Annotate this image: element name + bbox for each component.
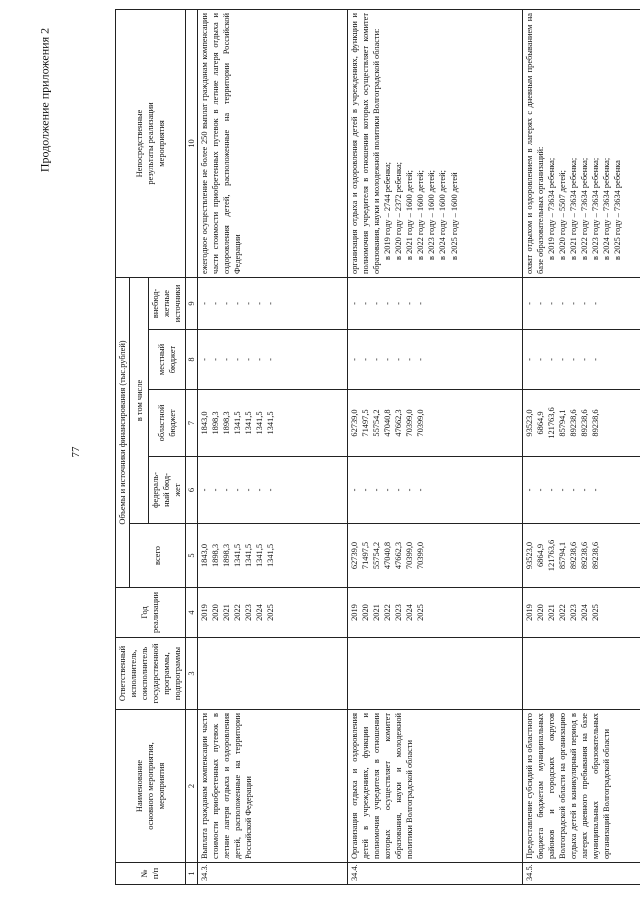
- federal-amounts: - - - - - - -: [522, 457, 640, 524]
- extrabudget-amounts: - - - - - - -: [347, 277, 522, 329]
- event-name: Выплата гражданам компенсации части стоимости приобретенных путевок в летние лагеря отдыха и оздоровления детей, расположенные на территории Российской Федерации: [197, 710, 347, 863]
- header-local: местный бюджет: [149, 330, 185, 390]
- col-number: 1: [185, 863, 197, 885]
- local-amounts: - - - - - - -: [347, 330, 522, 390]
- result-item: в 2019 году – 2744 ребенка;: [382, 162, 392, 260]
- table-row: [522, 9, 640, 884]
- years: 2019 2020 2021 2022 2023 2024 2025: [347, 588, 522, 638]
- header-year: Год реализации: [116, 588, 186, 638]
- header-event-name: Наименование основного мероприятия, мероприятия: [116, 710, 186, 863]
- federal-amounts: - - - - - - -: [347, 457, 522, 524]
- result-item: в 2020 году – 5507 детей;: [557, 170, 567, 260]
- result-item: в 2025 году – 73634 ребенка: [613, 160, 623, 260]
- header-federal: федераль- ный бюд- жет: [149, 457, 185, 524]
- header-extrabudget: внебюд- жетные источники: [149, 277, 185, 329]
- total-amounts: 1843,0 1898,3 1898,3 1341,5 1341,5 1341,5 1341,5: [197, 524, 347, 588]
- result-item: в 2023 году – 1600 детей;: [427, 170, 437, 260]
- results: [347, 9, 522, 277]
- extrabudget-amounts: - - - - - - -: [522, 277, 640, 329]
- col-number: 4: [185, 588, 197, 638]
- col-number: 6: [185, 457, 197, 524]
- header-including: в том числе: [130, 277, 149, 523]
- page-number: 77: [70, 446, 82, 458]
- executor: [197, 638, 347, 710]
- extrabudget-amounts: - - - - - - -: [197, 277, 347, 329]
- total-amounts: 62739,0 71497,5 55754,2 47040,8 47662,3 70399,0 70399,0: [347, 524, 522, 588]
- result-main: ежегодное осуществление не более 250 выплат гражданам компенсации части стоимости приобретенных путевок в летние лагеря отдыха и оздоровления детей, расположенные на территории Российской Федерации: [199, 12, 242, 274]
- total-amounts: 93523,0 6864,9 121763,6 85794,1 89238,6 89238,6 89238,6: [522, 524, 640, 588]
- result-main: организация отдыха и оздоровления детей в учреждениях, функции и полномочия учредителя в отношении которых осуществляет комитет образования, науки и молодежной политики Волгоградской области:: [349, 12, 381, 274]
- local-amounts: - - - - - - -: [522, 330, 640, 390]
- row-number: 34.5.: [522, 863, 640, 885]
- col-number: 2: [185, 710, 197, 863]
- table-row: [197, 9, 347, 884]
- result-item: в 2023 году – 73634 ребенка;: [591, 157, 601, 260]
- result-item: в 2024 году – 1600 детей;: [438, 170, 448, 260]
- financing-table: [115, 9, 640, 885]
- result-item: в 2024 году – 73634 ребенка;: [602, 157, 612, 260]
- event-name: Организация отдыха и оздоровления детей в учреждениях, функции и полномочия учредителя в отношении которых осуществляет комитет образования, науки и молодежной политики Волгоградской области: [347, 710, 522, 863]
- col-number: 3: [185, 638, 197, 710]
- header-results: Непосредственные результаты реализации мероприятия: [116, 9, 186, 277]
- result-item: в 2019 году – 73634 ребенка;: [546, 157, 556, 260]
- regional-amounts: 1843,0 1898,3 1898,3 1341,5 1341,5 1341,5 1341,5: [197, 390, 347, 457]
- years: 2019 2020 2021 2022 2023 2024 2025: [197, 588, 347, 638]
- rotated-table-container: [115, 10, 625, 885]
- header-executor: Ответственный исполнитель, соисполнитель государственной программы, подпрограммы: [116, 638, 186, 710]
- result-items: [546, 13, 624, 274]
- header-number: № п/п: [116, 863, 186, 885]
- results: [522, 9, 640, 277]
- col-number: 10: [185, 9, 197, 277]
- col-number: 9: [185, 277, 197, 329]
- results: [197, 9, 347, 277]
- result-item: в 2025 году – 1600 детей: [449, 172, 459, 260]
- page-caption: Продолжение приложения 2: [37, 27, 52, 173]
- row-number: 34.4.: [347, 863, 522, 885]
- result-item: в 2020 году – 2372 ребенка;: [394, 162, 404, 260]
- event-name: Предоставление субсидий из областного бюджета бюджетам муниципальных районов и городских округов Волгоградской области на организацию отдыха детей в каникулярный период в лагерях дневного пребывания на базе муниципальных образовательных организаций Волгоградской области: [522, 710, 640, 863]
- col-number: 5: [185, 524, 197, 588]
- result-main: охват отдыхом и оздоровлением в лагерях с дневным пребыванием на базе образовательных организаций:: [524, 12, 545, 274]
- header-total: всего: [130, 524, 185, 588]
- result-item: в 2021 году – 73634 ребенка;: [569, 157, 579, 260]
- local-amounts: - - - - - - -: [197, 330, 347, 390]
- col-number: 7: [185, 390, 197, 457]
- executor: [522, 638, 640, 710]
- result-item: в 2021 году – 1600 детей;: [405, 170, 415, 260]
- regional-amounts: 62739,0 71497,5 55754,2 47040,8 47662,3 70399,0 70399,0: [347, 390, 522, 457]
- header-financing-group: Объемы и источники финансирования (тыс.рублей): [116, 277, 130, 587]
- executor: [347, 638, 522, 710]
- result-item: в 2022 году – 73634 ребенка;: [580, 157, 590, 260]
- result-items: [382, 13, 460, 274]
- header-regional: областной бюджет: [149, 390, 185, 457]
- federal-amounts: - - - - - - -: [197, 457, 347, 524]
- result-item: в 2022 году – 1600 детей;: [416, 170, 426, 260]
- table-row: [347, 9, 522, 884]
- col-number: 8: [185, 330, 197, 390]
- years: 2019 2020 2021 2022 2023 2024 2025: [522, 588, 640, 638]
- row-number: 34.3.: [197, 863, 347, 885]
- regional-amounts: 93523,0 6864,9 121763,6 85794,1 89238,6 89238,6 89238,6: [522, 390, 640, 457]
